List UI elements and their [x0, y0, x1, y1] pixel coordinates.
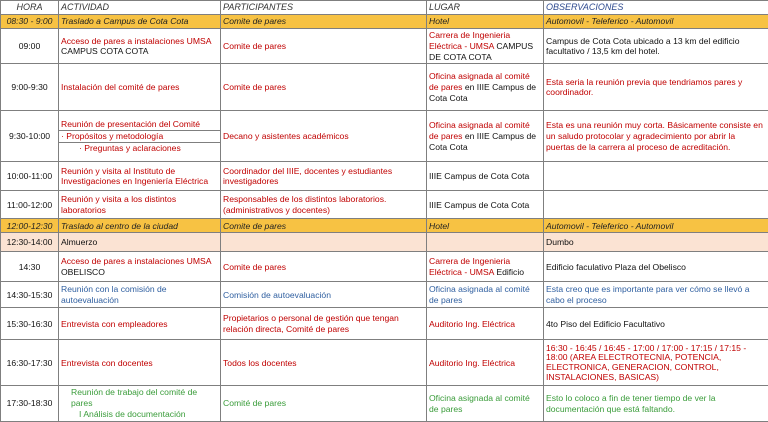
- act-bullet: I Análisis de documentación: [61, 409, 218, 420]
- cell-participantes: Comite de pares: [221, 29, 427, 64]
- table-row: [1, 64, 768, 111]
- lugar-text: Carrera de Ingenieria Eléctrica - UMSA: [429, 30, 510, 51]
- section-actividad: Traslado al centro de la ciudad: [59, 219, 221, 233]
- cell-observaciones: Esta es una reunión muy corta. Básicamente consiste en un saludo protocolar y agradecimiento por abrir la puertas de la carrera al proceso de acreditación.: [544, 111, 768, 162]
- section-participantes: Comite de pares: [221, 219, 427, 233]
- cell-hora: 11:00-12:00: [1, 191, 59, 219]
- cell-actividad: Entrevista con empleadores: [59, 308, 221, 340]
- cell-observaciones: Esta seria la reunión previa que tendriamos pares y coordinador.: [544, 64, 768, 111]
- section-hora: 12:00-12:30: [1, 219, 59, 233]
- section-row: [1, 15, 768, 29]
- act-bullet: · Preguntas y aclaraciones: [61, 143, 218, 154]
- cell-lugar: [427, 111, 544, 162]
- cell-observaciones: Esta creo que es importante para ver cómo se llevó a cabo el proceso: [544, 282, 768, 308]
- cell-observaciones: 4to Piso del Edificio Facultativo: [544, 308, 768, 340]
- cell-participantes: Coordinador del IIIE, docentes y estudiantes investigadores: [221, 162, 427, 191]
- act-bullet: · Propósitos y metodología: [59, 131, 220, 143]
- cell-actividad: [59, 111, 221, 162]
- cell-participantes: Comite de pares: [221, 252, 427, 282]
- act-text: OBELISCO: [61, 267, 105, 277]
- table-row: [1, 340, 768, 386]
- cell-participantes: Comisión de autoevaluación: [221, 282, 427, 308]
- cell-hora: 14:30: [1, 252, 59, 282]
- cell-lugar: [427, 233, 544, 252]
- table-row: [1, 111, 768, 162]
- cell-observaciones: 16:30 - 16:45 / 16:45 - 17:00 / 17:00 - 17:15 / 17:15 - 18:00 (AREA ELECTROTECNIA, POTENCIA, ELECTRONICA, GENERACION, CONTROL, INSTALACIONES, BASICAS): [544, 340, 768, 386]
- cell-observaciones: Edificio faculativo Plaza del Obelisco: [544, 252, 768, 282]
- section-lugar: Hotel: [427, 219, 544, 233]
- cell-hora: 17:30-18:30: [1, 386, 59, 421]
- cell-participantes: Propietarios o personal de gestión que tengan relación directa, Comité de pares: [221, 308, 427, 340]
- cell-actividad: Reunión y visita al Instituto de Investigaciones en Ingeniería Eléctrica: [59, 162, 221, 191]
- cell-actividad: [59, 386, 221, 421]
- cell-actividad: Reunión y visita a los distintos laboratorios: [59, 191, 221, 219]
- act-bullet-text: Análisis de documentación: [83, 409, 185, 419]
- cell-lugar: Auditorio Ing. Eléctrica: [427, 308, 544, 340]
- cell-lugar: [427, 252, 544, 282]
- cell-actividad: [59, 29, 221, 64]
- act-text: Acceso de pares a instalaciones UMSA: [61, 36, 211, 46]
- cell-hora: 12:30-14:00: [1, 233, 59, 252]
- act-title: Reunión de presentación del Comité: [59, 119, 220, 131]
- cell-hora: 10:00-11:00: [1, 162, 59, 191]
- cell-actividad: Entrevista con docentes: [59, 340, 221, 386]
- cell-observaciones: Dumbo: [544, 233, 768, 252]
- table-row: [1, 252, 768, 282]
- table-row: [1, 308, 768, 340]
- table-row: [1, 29, 768, 64]
- header-lugar: LUGAR: [427, 1, 544, 15]
- act-text: CAMPUS COTA COTA: [61, 46, 149, 56]
- lugar-text: en IIIE Campus de Cota Cota: [429, 131, 536, 152]
- section-lugar: Hotel: [427, 15, 544, 29]
- cell-actividad: Reunión con la comisión de autoevaluación: [59, 282, 221, 308]
- cell-actividad: Almuerzo: [59, 233, 221, 252]
- lugar-text: Carrera de Ingenieria Eléctrica - UMSA: [429, 256, 510, 277]
- cell-hora: 16:30-17:30: [1, 340, 59, 386]
- cell-lugar: Oficina asignada al comité de pares: [427, 386, 544, 421]
- cell-participantes: [221, 233, 427, 252]
- cell-lugar: Oficina asignada al comité de pares: [427, 282, 544, 308]
- section-observaciones: Automovil - Teleferico - Automovil: [544, 219, 768, 233]
- lugar-text: en IIIE Campus de Cota Cota: [429, 82, 536, 103]
- table-row: [1, 282, 768, 308]
- cell-lugar: [427, 64, 544, 111]
- header-row: [1, 1, 768, 15]
- cell-participantes: Decano y asistentes académicos: [221, 111, 427, 162]
- cell-participantes: Comite de pares: [221, 64, 427, 111]
- header-hora: HORA: [1, 1, 59, 15]
- cell-lugar: Auditorio Ing. Eléctrica: [427, 340, 544, 386]
- cell-hora: 15:30-16:30: [1, 308, 59, 340]
- table-row: [1, 386, 768, 421]
- cell-observaciones: Campus de Cota Cota ubicado a 13 km del edificio facultativo / 13,5 km del hotel.: [544, 29, 768, 64]
- cell-actividad: Instalación del comité de pares: [59, 64, 221, 111]
- section-hora: 08:30 - 9:00: [1, 15, 59, 29]
- lugar-text: Oficina asignada al comité de pares: [429, 120, 530, 141]
- cell-participantes: Todos los docentes: [221, 340, 427, 386]
- cell-observaciones: Esto lo coloco a fin de tener tiempo de ver la documentación que está faltando.: [544, 386, 768, 421]
- cell-hora: 14:30-15:30: [1, 282, 59, 308]
- cell-lugar: IIIE Campus de Cota Cota: [427, 191, 544, 219]
- section-observaciones: Automovil - Teleferico - Automovil: [544, 15, 768, 29]
- lugar-text: Edificio: [496, 267, 524, 277]
- table-row: [1, 233, 768, 252]
- header-participantes: PARTICIPANTES: [221, 1, 427, 15]
- cell-observaciones: [544, 191, 768, 219]
- table-row: [1, 191, 768, 219]
- cell-participantes: Responsables de los distintos laboratorios.(administrativos y docentes): [221, 191, 427, 219]
- section-actividad: Traslado a Campus de Cota Cota: [59, 15, 221, 29]
- cell-hora: 9:00-9:30: [1, 64, 59, 111]
- table-row: [1, 162, 768, 191]
- header-actividad: ACTIVIDAD: [59, 1, 221, 15]
- cell-lugar: IIIE Campus de Cota Cota: [427, 162, 544, 191]
- act-bullet-text: Propósitos y metodología: [66, 131, 163, 141]
- act-text: Acceso de pares a instalaciones UMSA: [61, 256, 211, 266]
- cell-lugar: [427, 29, 544, 64]
- cell-observaciones: [544, 162, 768, 191]
- header-observaciones: OBSERVACIONES: [544, 1, 768, 15]
- section-row: [1, 219, 768, 233]
- lugar-text: Oficina asignada al comité de pares: [429, 71, 530, 92]
- act-bullet-text: Preguntas y aclaraciones: [84, 143, 181, 153]
- cell-actividad: [59, 252, 221, 282]
- cell-hora: 09:00: [1, 29, 59, 64]
- act-text: Reunión de trabajo del comité de pares: [61, 387, 218, 408]
- section-participantes: Comite de pares: [221, 15, 427, 29]
- lugar-text: CAMPUS DE COTA COTA: [429, 41, 533, 62]
- cell-participantes: Comité de pares: [221, 386, 427, 421]
- cell-hora: 9:30-10:00: [1, 111, 59, 162]
